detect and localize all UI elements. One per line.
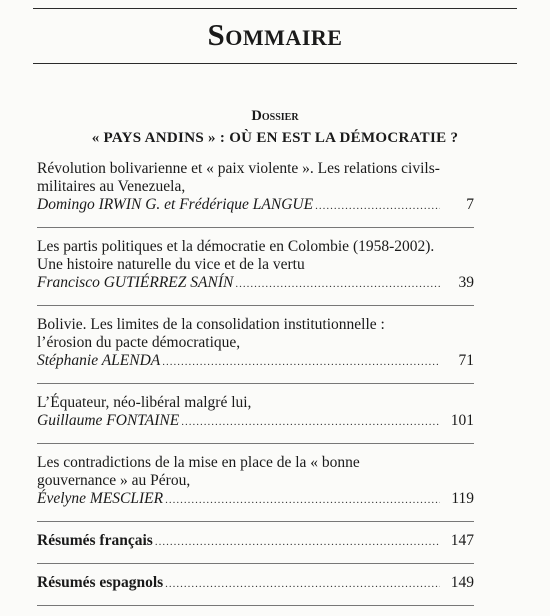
dot-leader bbox=[235, 275, 440, 293]
entry-title-line: gouvernance » au Pérou, bbox=[37, 472, 191, 489]
entry-label: Résumés français bbox=[37, 532, 153, 549]
toc-entry[interactable] bbox=[37, 160, 474, 215]
page-number: 39 bbox=[458, 274, 474, 291]
toc-entry[interactable] bbox=[37, 316, 474, 371]
entry-title-line: l’érosion du pacte démocratique, bbox=[37, 334, 241, 351]
entry-title-line: militaires au Venezuela, bbox=[37, 178, 186, 195]
entry-author: Stéphanie ALENDA bbox=[37, 352, 161, 369]
entry-title-line: L’Équateur, néo-libéral malgré lui, bbox=[37, 394, 252, 411]
divider bbox=[37, 227, 474, 228]
entry-title-line: Révolution bolivarienne et « paix violente ». Les relations civils- bbox=[37, 160, 440, 177]
top-rule bbox=[33, 8, 517, 9]
toc-entry-resumes-fr[interactable] bbox=[37, 532, 474, 551]
toc-entry-resumes-es[interactable] bbox=[37, 574, 474, 593]
page-number: 71 bbox=[458, 352, 474, 369]
divider bbox=[37, 443, 474, 444]
divider bbox=[37, 605, 474, 606]
page-number: 149 bbox=[450, 574, 474, 591]
dot-leader bbox=[155, 533, 440, 551]
entry-author: Francisco GUTIÉRREZ SANÍN bbox=[37, 274, 234, 291]
toc-entry[interactable] bbox=[37, 454, 474, 509]
page-number: 7 bbox=[466, 196, 474, 213]
page-number: 101 bbox=[450, 412, 474, 429]
entry-title-line: Les contradictions de la mise en place de la « bonne bbox=[37, 454, 360, 471]
dot-leader bbox=[162, 353, 440, 371]
page-title: Sommaire bbox=[207, 17, 343, 52]
dot-leader bbox=[165, 491, 440, 509]
entry-title-line: Une histoire naturelle du vice et de la vertu bbox=[37, 256, 305, 273]
toc-entry[interactable] bbox=[37, 238, 474, 293]
title-underline bbox=[33, 63, 517, 64]
table-of-contents bbox=[37, 160, 474, 616]
entry-title-line: Bolivie. Les limites de la consolidation institutionnelle : bbox=[37, 316, 385, 333]
divider bbox=[37, 563, 474, 564]
entry-label: Résumés espagnols bbox=[37, 574, 164, 591]
entry-title-line: Les partis politiques et la démocratie en Colombie (1958-2002). bbox=[37, 238, 435, 255]
toc-entry[interactable] bbox=[37, 394, 474, 431]
entry-author: Guillaume FONTAINE bbox=[37, 412, 180, 429]
divider bbox=[37, 521, 474, 522]
dot-leader bbox=[315, 197, 440, 215]
page-number: 147 bbox=[450, 532, 474, 549]
dot-leader bbox=[165, 575, 440, 593]
dot-leader bbox=[181, 413, 440, 431]
entry-author: Domingo IRWIN G. et Frédérique LANGUE bbox=[37, 196, 314, 213]
divider bbox=[37, 305, 474, 306]
page-number: 119 bbox=[451, 490, 474, 507]
section-title: « PAYS ANDINS » : OÙ EN EST LA DÉMOCRATIE ? bbox=[91, 130, 459, 146]
divider bbox=[37, 383, 474, 384]
entry-author: Évelyne MESCLIER bbox=[37, 490, 164, 507]
section-label: Dossier bbox=[251, 108, 299, 124]
